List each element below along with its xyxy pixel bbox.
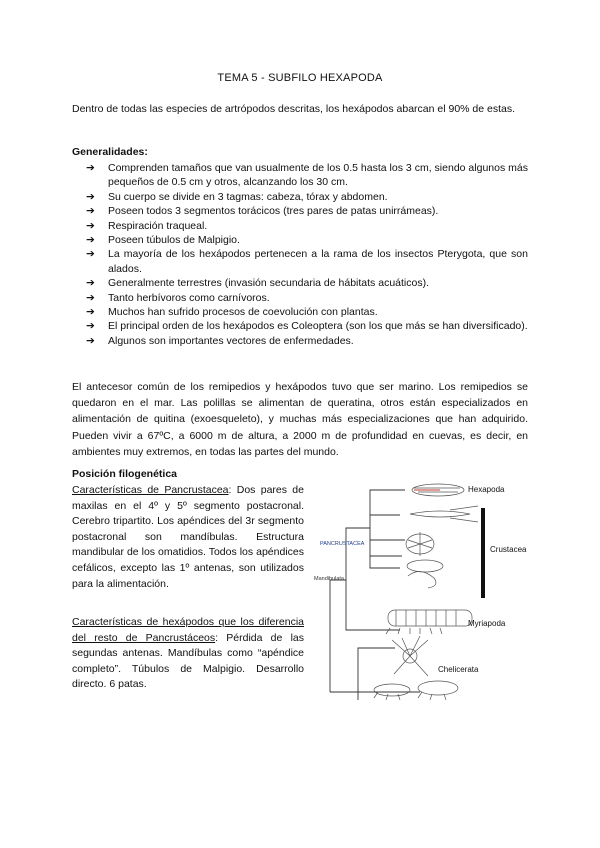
arrow-icon: ➔ — [86, 162, 95, 174]
arrow-icon: ➔ — [86, 334, 95, 347]
crustacea-bar — [481, 508, 485, 598]
arrow-icon: ➔ — [86, 219, 95, 232]
intro-text: Dentro de todas las especies de artrópodos descritas, los hexápodos abarcan el 90% de estas. — [72, 103, 516, 115]
list-item: ➔ Tanto herbívoros como carnívoros. — [86, 291, 270, 304]
label-hexapoda: Hexapoda — [468, 485, 505, 494]
hexapoda-block — [72, 615, 304, 693]
list-item: ➔ Su cuerpo se divide en 3 tagmas: cabeza, tórax y abdomen. — [86, 190, 388, 203]
list-item: ➔ Comprenden tamaños que van usualmente de los 0.5 hasta los 3 cm, siendo algunos más pequeños de 0.5 cm y otros, alcanzando los 30 cm. — [86, 162, 528, 189]
arrow-icon: ➔ — [86, 320, 95, 333]
pancrustacea-label: Características de Pancrustacea — [72, 484, 229, 496]
arrow-icon: ➔ — [86, 306, 95, 319]
label-mandibulata: Mandibulata — [314, 576, 344, 582]
arrow-icon: ➔ — [86, 205, 95, 218]
generalidades-heading: Generalidades: — [72, 146, 148, 158]
list-item: ➔ Respiración traqueal. — [86, 219, 208, 232]
page-title: TEMA 5 - SUBFILO HEXAPODA — [217, 72, 383, 84]
label-myriapoda: Myriapoda — [468, 619, 506, 628]
list-item: ➔ Muchos han sufrido procesos de coevolución con plantas. — [86, 306, 378, 319]
list-item: ➔ La mayoría de los hexápodos pertenecen a la rama de los insectos Pterygota, que son alados. — [86, 248, 528, 275]
arrow-icon: ➔ — [86, 277, 95, 290]
arrow-icon: ➔ — [86, 291, 95, 304]
pancrustacea-text: : Dos pares de maxilas en el 4º y 5º segmento postacronal. Cerebro tripartito. Los apéndices del 3r segmento postacronal son mandíbulas. Estructura mandibular de los omatidios. Todos los apéndices cefálicos, excepto las 1º antenas, son utilizados para la alimentación. — [72, 484, 304, 590]
arrow-icon: ➔ — [86, 234, 95, 247]
list-item: ➔ Poseen todos 3 segmentos torácicos (tres pares de patas unirrámeas). — [86, 205, 439, 218]
posicion-heading: Posición filogenética — [72, 468, 178, 480]
label-pancrustacea: PANCRUSTACEA — [320, 541, 365, 547]
arrow-icon: ➔ — [86, 190, 95, 203]
list-item: ➔ Generalmente terrestres (invasión secundaria de hábitats acuáticos). — [86, 277, 429, 290]
hexapoda-diff-label: Características de hexápodos que los diferencia del resto de Pancrustáceos — [72, 616, 304, 644]
hexapoda-diff-text: : Pérdida de las segundas antenas. Mandíbulas como “apéndice completo”. Túbulos de Malpigio. Desarrollo directo. 6 patas. — [72, 631, 304, 691]
label-crustacea: Crustacea — [490, 545, 527, 554]
phylogeny-figure — [310, 470, 540, 700]
list-item: ➔ Algunos son importantes vectores de enfermedades. — [86, 334, 354, 347]
list-item: ➔ El principal orden de los hexápodos es Coleoptera (son los que más se han diversificado). — [86, 320, 528, 333]
phylogeny-tree — [310, 470, 540, 700]
list-item: ➔ Poseen túbulos de Malpigio. — [86, 234, 240, 247]
generalidades-list — [72, 161, 528, 348]
arrow-icon: ➔ — [86, 248, 95, 261]
tree-branches — [330, 490, 420, 700]
body-paragraph: El antecesor común de los remipedios y hexápodos tuvo que ser marino. Los remipedios se quedaron en el mar. Las polillas se alimentan de queratina, otros están especializados en alimentación de quitina (exoesqueleto), y muchas más especializaciones que han adquirido. Pueden vivir a 67ºC, a 6000 m de altura, a 2000 m de profundidad en cuevas, es decir, en ambientes muy extremos, en todas las partes del mundo. — [72, 381, 528, 458]
label-chelicerata: Chelicerata — [438, 665, 479, 674]
pancrustacea-block — [72, 483, 304, 592]
